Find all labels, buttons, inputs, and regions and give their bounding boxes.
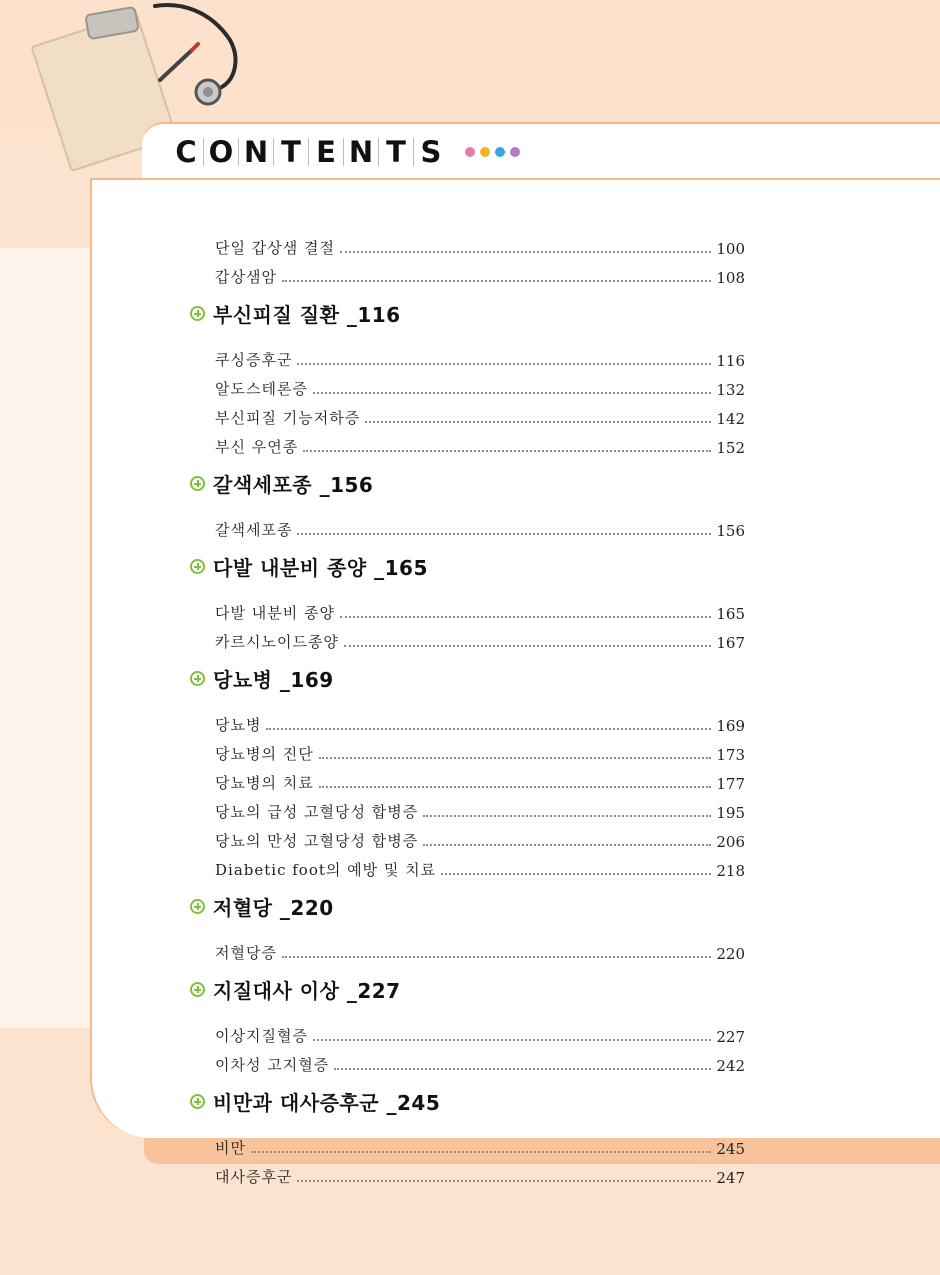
section-title: 갈색세포종 _156	[213, 472, 374, 497]
toc-entry-page: 142	[716, 410, 745, 428]
toc-entry[interactable]	[215, 939, 745, 963]
title-letter: C	[175, 135, 197, 169]
toc-entry[interactable]	[215, 404, 745, 428]
toc-entry[interactable]	[215, 346, 745, 370]
dotted-leader	[303, 450, 711, 452]
toc-entry-label: 다발 내분비 종양	[215, 604, 335, 622]
plus-circle-icon	[190, 982, 205, 997]
section-heading[interactable]	[190, 1087, 440, 1115]
dotted-leader	[313, 1039, 711, 1041]
dotted-leader	[266, 728, 711, 730]
title-letter: O	[208, 135, 234, 169]
toc-entry-label: 부신 우연종	[215, 438, 299, 456]
section-heading[interactable]	[190, 975, 401, 1003]
section-heading[interactable]	[190, 469, 373, 497]
toc-entry-page: 169	[716, 717, 745, 735]
toc-entry-page: 245	[716, 1140, 745, 1158]
toc-entry-page: 108	[716, 269, 745, 287]
toc-entry[interactable]	[215, 263, 745, 287]
dotted-leader	[344, 645, 711, 647]
section-heading[interactable]	[190, 299, 401, 327]
toc-entry[interactable]	[215, 234, 745, 258]
dotted-leader	[365, 421, 711, 423]
toc-entry-page: 132	[716, 381, 745, 399]
toc-entry-page: 100	[716, 240, 745, 258]
toc-entry-page: 165	[716, 605, 745, 623]
title-letter: E	[316, 135, 336, 169]
toc-entry-label: 부신피질 기능저하증	[215, 409, 361, 427]
toc-entry[interactable]	[215, 856, 745, 880]
toc-entry[interactable]	[215, 375, 745, 399]
toc-entry[interactable]	[215, 628, 745, 652]
dotted-leader	[251, 1151, 711, 1153]
section-title: 비만과 대사증후군 _245	[213, 1090, 441, 1115]
toc-entry-page: 242	[716, 1057, 745, 1075]
toc-entry[interactable]	[215, 1134, 745, 1158]
dotted-leader	[423, 815, 711, 817]
toc-entry-page: 227	[716, 1028, 745, 1046]
toc-entry-page: 247	[716, 1169, 745, 1187]
section-heading[interactable]	[190, 892, 334, 920]
title-letter: T	[281, 135, 301, 169]
section-heading[interactable]	[190, 552, 428, 580]
toc-entry-label: 당뇨병의 치료	[215, 774, 314, 792]
dotted-leader	[297, 1180, 711, 1182]
toc-entry[interactable]	[215, 798, 745, 822]
toc-entry[interactable]	[215, 516, 745, 540]
toc-entry[interactable]	[215, 599, 745, 623]
toc-entry-page: 156	[716, 522, 745, 540]
toc-entry-label: 알도스테론증	[215, 380, 308, 398]
section-title: 부신피질 질환 _116	[213, 302, 401, 327]
toc-entry-page: 173	[716, 746, 745, 764]
toc-entry-label: 비만	[215, 1139, 246, 1157]
plus-circle-icon	[190, 1094, 205, 1109]
plus-circle-icon	[190, 671, 205, 686]
toc-entry-label: 대사증후군	[215, 1168, 293, 1186]
dotted-leader	[297, 363, 711, 365]
plus-circle-icon	[190, 899, 205, 914]
toc-entry-label: 이상지질혈증	[215, 1027, 308, 1045]
title-letter: S	[420, 135, 442, 169]
toc-entry-label: 쿠싱증후군	[215, 351, 293, 369]
toc-entry[interactable]	[215, 1163, 745, 1187]
dotted-leader	[340, 616, 711, 618]
toc-entry-page: 195	[716, 804, 745, 822]
dotted-leader	[282, 956, 711, 958]
toc-entry-page: 167	[716, 634, 745, 652]
plus-circle-icon	[190, 476, 205, 491]
title-letter: N	[348, 135, 374, 169]
dotted-leader	[282, 280, 711, 282]
dotted-leader	[423, 844, 711, 846]
toc-entry-page: 116	[716, 352, 745, 370]
title-letter: T	[386, 135, 406, 169]
toc-entry-page: 177	[716, 775, 745, 793]
toc-entry[interactable]	[215, 827, 745, 851]
section-title: 저혈당 _220	[213, 895, 334, 920]
section-title: 다발 내분비 종양 _165	[213, 555, 428, 580]
dotted-leader	[313, 392, 711, 394]
section-heading[interactable]	[190, 664, 334, 692]
dotted-leader	[319, 786, 712, 788]
dotted-leader	[334, 1068, 711, 1070]
toc-entry[interactable]	[215, 711, 745, 735]
toc-entry[interactable]	[215, 769, 745, 793]
toc-entry-label: 당뇨의 만성 고혈당성 합병증	[215, 832, 419, 850]
toc-entry-label: 갑상샘암	[215, 268, 277, 286]
plus-circle-icon	[190, 306, 205, 321]
toc-entry-page: 220	[716, 945, 745, 963]
title-letter: N	[243, 135, 269, 169]
toc-entry-page: 218	[716, 862, 745, 880]
dotted-leader	[340, 251, 711, 253]
section-title: 지질대사 이상 _227	[213, 978, 401, 1003]
dotted-leader	[297, 533, 711, 535]
toc-entry-label: 갈색세포종	[215, 521, 293, 539]
toc-entry-label: 당뇨의 급성 고혈당성 합병증	[215, 803, 419, 821]
toc-entry-label: 카르시노이드종양	[215, 633, 339, 651]
toc-entry-page: 152	[716, 439, 745, 457]
toc-entry[interactable]	[215, 740, 745, 764]
toc-entry[interactable]	[215, 1022, 745, 1046]
toc-entry-label: Diabetic foot의 예방 및 치료	[215, 861, 437, 879]
toc-entry-label: 이차성 고지혈증	[215, 1056, 330, 1074]
toc-entry[interactable]	[215, 433, 745, 457]
dotted-leader	[441, 873, 711, 875]
toc-entry-label: 단일 갑상샘 결절	[215, 239, 335, 257]
toc-entry-label: 저혈당증	[215, 944, 277, 962]
dotted-leader	[319, 757, 712, 759]
toc-entry[interactable]	[215, 1051, 745, 1075]
toc-entry-label: 당뇨병의 진단	[215, 745, 314, 763]
toc-entry-label: 당뇨병	[215, 716, 262, 734]
section-title: 당뇨병 _169	[213, 667, 334, 692]
toc-entry-page: 206	[716, 833, 745, 851]
plus-circle-icon	[190, 559, 205, 574]
